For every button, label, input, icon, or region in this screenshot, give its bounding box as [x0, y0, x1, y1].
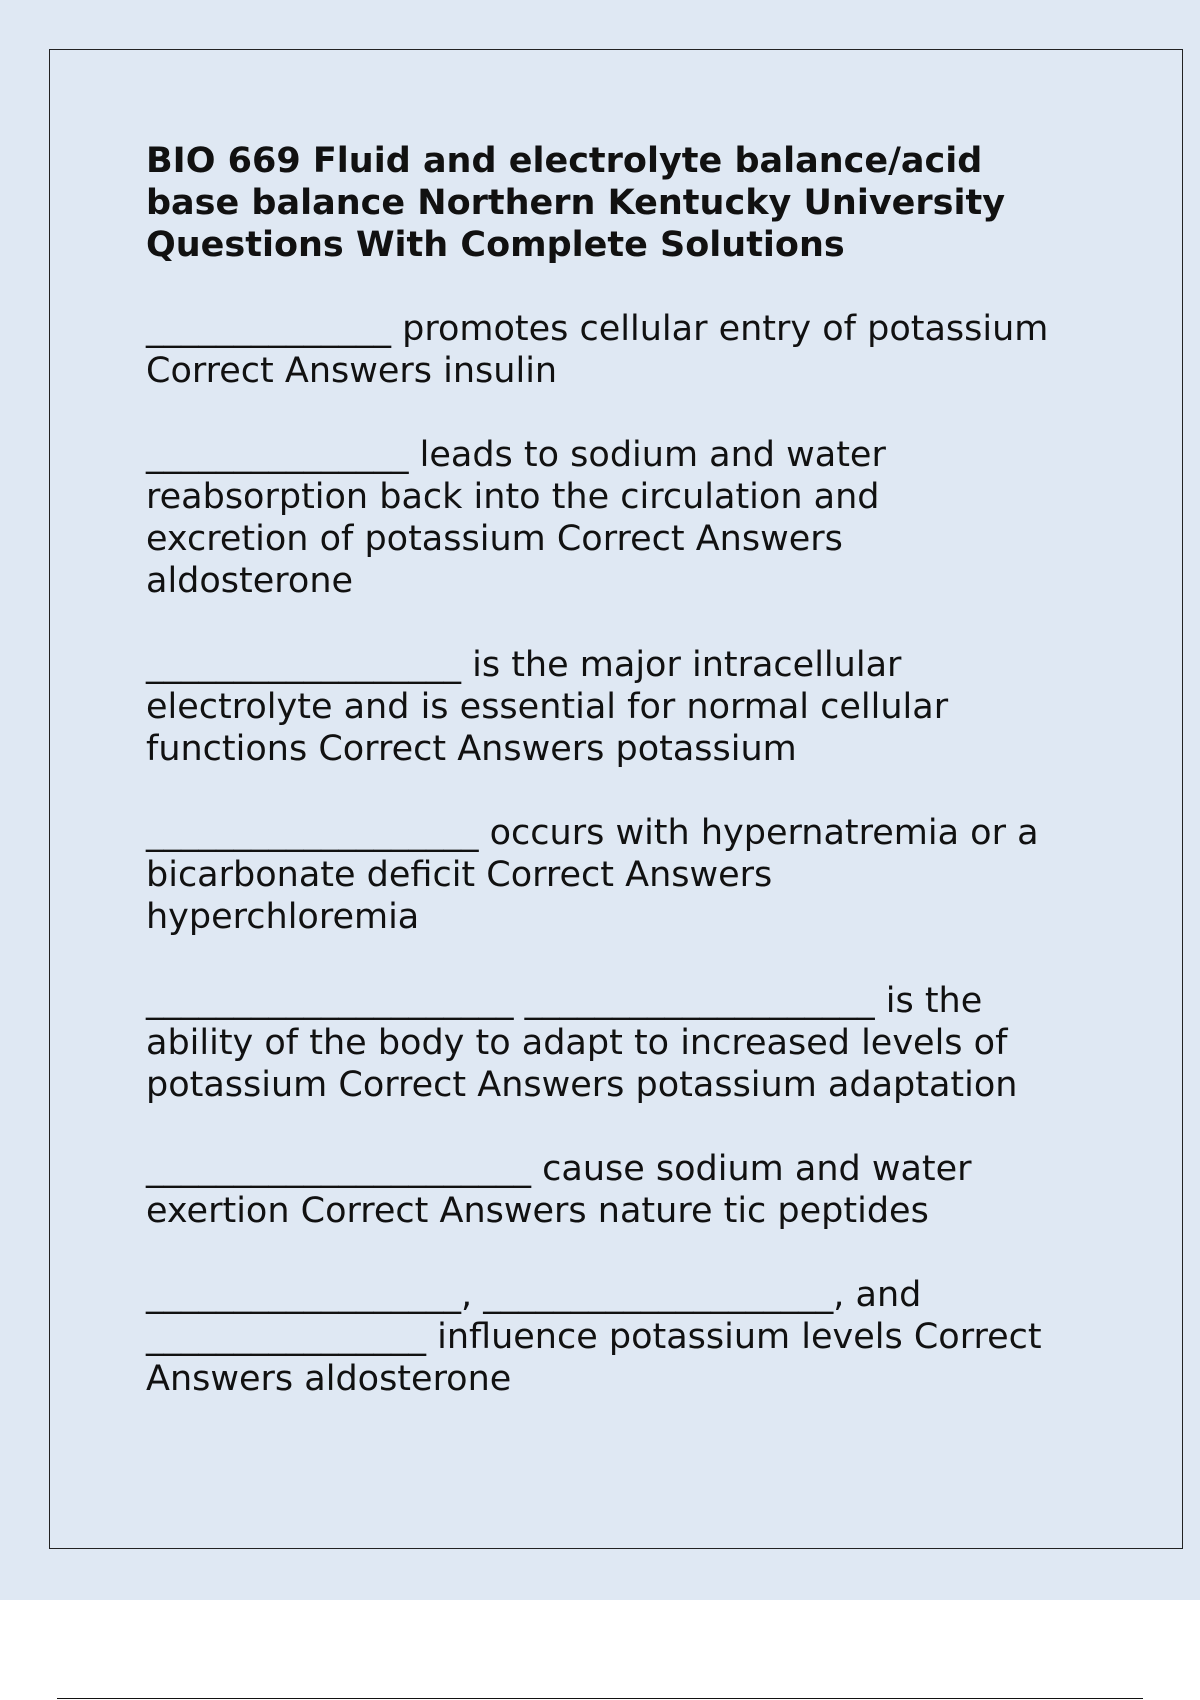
question-item-1: ______________ promotes cellular entry of potassium Correct Answers insulin: [146, 309, 1049, 391]
document-body: [146, 140, 1106, 1442]
footer-divider: [57, 1698, 1143, 1699]
question-item-2: _______________ leads to sodium and water reabsorption back into the circulation and excretion of potassium Correct Answers aldosterone: [146, 435, 886, 601]
document-title: BIO 669 Fluid and electrolyte balance/acid base balance Northern Kentucky University Questions With Complete Solutions: [146, 141, 1006, 265]
question-item-5: _____________________ ____________________ is the ability of the body to adapt to increased levels of potassium Correct Answers potassium adaptation: [146, 981, 1018, 1105]
question-item-6: ______________________ cause sodium and water exertion Correct Answers nature tic peptides: [146, 1149, 972, 1231]
question-item-4: ___________________ occurs with hypernatremia or a bicarbonate deficit Correct Answers hyperchloremia: [146, 813, 1039, 937]
question-item-7: __________________, ____________________, and ________________ influence potassium levels Correct Answers aldosterone: [146, 1275, 1042, 1399]
question-item-3: __________________ is the major intracellular electrolyte and is essential for normal cellular functions Correct Answers potassium: [146, 645, 949, 769]
